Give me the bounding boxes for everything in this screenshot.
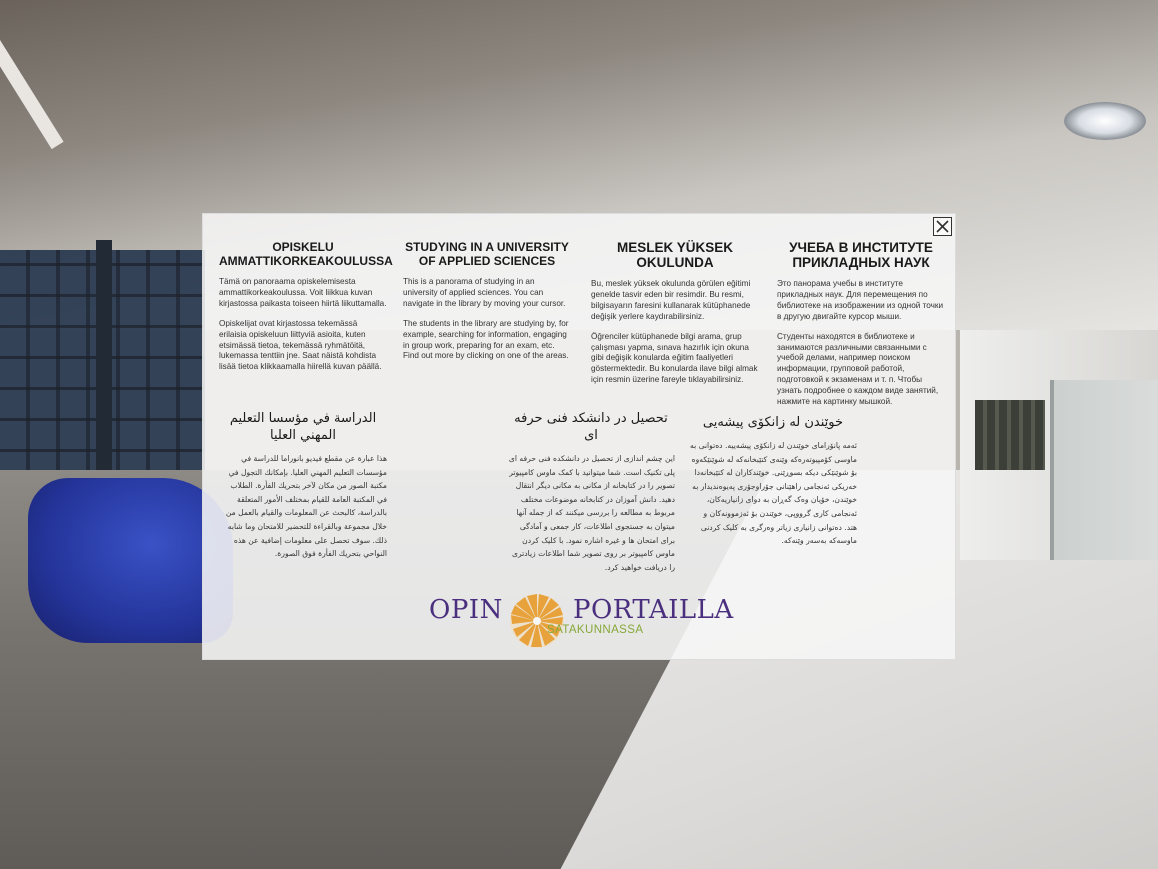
text-finnish-2: Opiskelijat ovat kirjastossa tekemässä erilaisia opiskeluun liittyviä asioita, kuten etsimässä tietoa, tekemässä ryhmätöitä, lukemassa tenttiin jne. Saat näistä kohdista lisää tietoa klikkaamalla hiirellä kuvan päällä.	[219, 318, 382, 372]
logo-word-opin: OPIN	[429, 595, 503, 625]
column-english	[403, 240, 571, 371]
opin-portailla-logo	[429, 589, 739, 649]
column-arabic	[219, 410, 387, 561]
text-persian: این چشم اندازی از تحصیل در دانشکده فنی حرفه ای پلی تکنیک است. شما میتوانید با کمک ماوس کامپیوتر تصویر را در کتابخانه از مکانی به مکانی دیگر انتقال دهید. دانش آموزان در کتابخانه موضوعات مختلف مربوط به مطالعه را بررسی میکنند که از جمله آنها میتوان به جستجوی اطلاعات، کار جمعی و آمادگی برای امتحان ها و غیره اشاره نمود. با کلیک کردن ماوس کامپیوتر بر روی تصویر شما اطلاعات زیادتری را دریافت خواهید کرد.	[508, 454, 675, 572]
ceiling-light	[1064, 102, 1146, 140]
heading-russian: УЧЕБА В ИНСТИТУТЕ ПРИКЛАДНЫХ НАУК	[789, 240, 933, 270]
column-russian	[777, 240, 945, 417]
column-turkish	[591, 240, 759, 395]
text-turkish-1: Bu, meslek yüksek okulunda görülen eğitimi genelde tasvir eden bir resimdir. Bu resmi, bilgisayarın faresini kullanarak kütüphanede değişik yerlere kaydırabilirsiniz.	[591, 279, 751, 321]
text-finnish-1: Tämä on panoraama opiskelemisesta ammattikorkeakoulussa. Voit liikkua kuvan kirjastossa paikasta toiseen hiirtä liikuttamalla.	[219, 277, 387, 308]
heading-persian: تحصیل در دانشکد فنی حرفه ای	[514, 411, 668, 443]
text-russian-1: Это панорама учебы в институте прикладных наук. Для перемещения по библиотеке на изображении из одной точки в другую двигайте курсор мыши.	[777, 279, 944, 321]
close-button[interactable]	[933, 217, 952, 236]
glass-door	[1050, 380, 1158, 560]
info-panel	[202, 213, 956, 660]
logo-word-portailla: PORTAILLA	[573, 595, 734, 625]
heading-kurdish: خوێندن لە زانکۆی پیشەیی	[702, 415, 844, 430]
window-pillar	[96, 240, 112, 480]
text-turkish-2: Öğrenciler kütüphanede bilgi arama, grup çalışması yapma, sınava hazırlık için okuna gibi değişik konularda eğitim faaliyetleri göstermektedir. Bu konularda ilave bilgi almak için resmin üzerine fareyle tıklayabilirsiniz.	[591, 331, 758, 385]
logo-subtitle: SATAKUNNASSA	[547, 624, 644, 636]
column-finnish	[219, 240, 393, 382]
close-icon	[936, 220, 949, 233]
corridor-window	[975, 400, 1045, 470]
heading-arabic: الدراسة في مؤسسا التعليم المهني العليا	[229, 411, 377, 443]
text-arabic: هذا عبارة عن مقطع فيديو بانوراما للدراسة في مؤسسات التعليم المهني العليا. بإمكانك التجول في مكتبة الصور من مكان لآخر بتحريك الفأرة. الطلاب في المكتبة العامة للقيام بمختلف الأمور المتعلقة بالدراسة، كالبحث عن المعلومات والقيام بالعمل من خلال مجموعة وبالقراءة للتحضير للامتحان وما شابه ذلك. سوف تحصل على معلومات إضافية عن هذه النواحي بتحريك الفأرة فوق الصورة.	[225, 454, 387, 559]
text-kurdish: ئەمە پانۆرامای خوێندن لە زانکۆی پیشەییە. دەتوانی بە ماوسی کۆمپیوتەرەکە وێنەی کتێبخانەکە لە شوێنێکەوە بۆ شوێنێکی دیکە بسوڕێنی. خوێندکاران لە کتێبخانەدا خەریکی ئەنجامی راهێنانی جۆراوجۆری پەیوەندیدار بە خوێندن، خۆیان وەک گەڕان بە دوای زانیاریەکان، ئەنجامی کاری گرووپی، خوێندن بۆ ئەزموونەکان و هتد. دەتوانی زانیاری زیاتر وەرگری بە کلیک کردنی ماوسەکە بەسەر وێنەکە.	[690, 441, 857, 546]
text-russian-2: Студенты находятся в библиотеке и занимаются различными связанными с учебой делами, например поиском информации, групповой работой, подготовкой к экзаменам и т. п. Чтобы узнать подробнее о каждом виде занятий, нажмите на картинку мышкой.	[777, 331, 939, 407]
text-english-1: This is a panorama of studying in an university of applied sciences. You can navigate in the library by moving your cursor.	[403, 277, 566, 308]
heading-finnish: OPISKELU AMMATTIKORKEAKOULUSSA	[219, 240, 393, 268]
column-kurdish	[689, 414, 857, 548]
heading-turkish: MESLEK YÜKSEK OKULUNDA	[616, 240, 734, 270]
column-persian	[507, 410, 675, 574]
heading-english: STUDYING IN A UNIVERSITY OF APPLIED SCIENCES	[405, 240, 569, 268]
sun-rays-icon	[501, 591, 573, 649]
text-english-2: The students in the library are studying by, for example, searching for information, engaging in group work, preparing for an exam, etc. Find out more by clicking on one of the areas.	[403, 318, 569, 361]
